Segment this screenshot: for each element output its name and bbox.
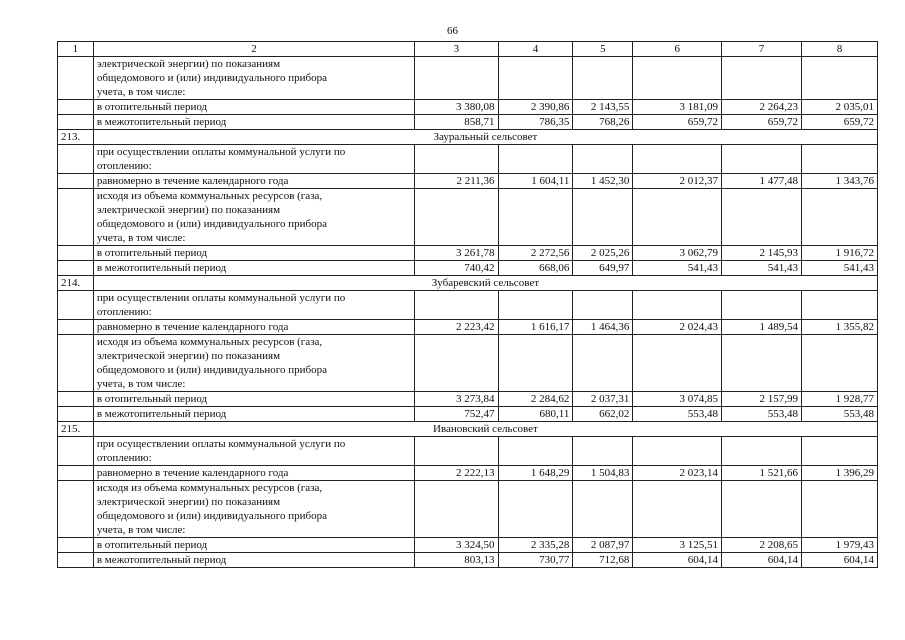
value-cell: 2 025,26 xyxy=(573,246,633,261)
section-number: 215. xyxy=(58,422,94,437)
description-row xyxy=(58,481,878,538)
value-cell xyxy=(802,57,878,100)
value-cell xyxy=(633,291,722,320)
value-cell: 2 272,56 xyxy=(498,246,573,261)
label-line: при осуществлении оплаты коммунальной услуги по xyxy=(96,146,346,158)
description-row xyxy=(58,189,878,246)
label-line: общедомового и (или) индивидуального прибора xyxy=(96,510,327,522)
row-label: в межотопительный период xyxy=(93,115,414,130)
value-cell: 3 324,50 xyxy=(415,538,498,553)
row-number-cell xyxy=(58,553,94,568)
page-number: 66 xyxy=(447,25,458,37)
label-line: электрической энергии) по показаниям xyxy=(96,58,281,70)
value-cell: 2 157,99 xyxy=(721,392,801,407)
row-label: равномерно в течение календарного года xyxy=(93,320,414,335)
table-row xyxy=(58,100,878,115)
value-cell: 541,43 xyxy=(721,261,801,276)
section-row xyxy=(58,130,878,145)
row-label: в отопительный период xyxy=(93,100,414,115)
value-cell xyxy=(415,437,498,466)
value-cell xyxy=(415,189,498,246)
value-cell xyxy=(633,57,722,100)
value-cell xyxy=(415,291,498,320)
value-cell: 2 284,62 xyxy=(498,392,573,407)
column-header: 4 xyxy=(498,42,573,57)
value-cell xyxy=(573,437,633,466)
label-line: электрической энергии) по показаниям xyxy=(96,496,281,508)
section-title: Зауральный сельсовет xyxy=(93,130,877,145)
row-label xyxy=(93,481,414,538)
column-header: 1 xyxy=(58,42,94,57)
value-cell: 2 012,37 xyxy=(633,174,722,189)
tariff-table xyxy=(57,41,878,568)
column-header: 8 xyxy=(802,42,878,57)
label-line: при осуществлении оплаты коммунальной услуги по xyxy=(96,438,346,450)
value-cell xyxy=(802,335,878,392)
row-number-cell xyxy=(58,335,94,392)
value-cell: 604,14 xyxy=(721,553,801,568)
value-cell: 604,14 xyxy=(802,553,878,568)
label-line: общедомового и (или) индивидуального прибора xyxy=(96,364,327,376)
value-cell xyxy=(633,481,722,538)
value-cell: 3 181,09 xyxy=(633,100,722,115)
row-label: в отопительный период xyxy=(93,392,414,407)
label-line: отоплению: xyxy=(96,452,152,464)
value-cell: 668,06 xyxy=(498,261,573,276)
section-number: 213. xyxy=(58,130,94,145)
section-title: Зубаревский сельсовет xyxy=(93,276,877,291)
value-cell: 662,02 xyxy=(573,407,633,422)
value-cell: 3 062,79 xyxy=(633,246,722,261)
value-cell: 712,68 xyxy=(573,553,633,568)
value-cell: 1 396,29 xyxy=(802,466,878,481)
value-cell: 2 035,01 xyxy=(802,100,878,115)
label-line: исходя из объема коммунальных ресурсов (газа, xyxy=(96,190,323,202)
column-header: 6 xyxy=(633,42,722,57)
value-cell: 659,72 xyxy=(633,115,722,130)
value-cell: 680,11 xyxy=(498,407,573,422)
row-label xyxy=(93,145,414,174)
value-cell xyxy=(633,437,722,466)
value-cell: 3 074,85 xyxy=(633,392,722,407)
row-number-cell xyxy=(58,291,94,320)
value-cell: 1 477,48 xyxy=(721,174,801,189)
row-number-cell xyxy=(58,174,94,189)
value-cell: 2 023,14 xyxy=(633,466,722,481)
value-cell: 752,47 xyxy=(415,407,498,422)
label-line: учета, в том числе: xyxy=(96,524,186,536)
value-cell: 2 264,23 xyxy=(721,100,801,115)
value-cell: 553,48 xyxy=(802,407,878,422)
value-cell: 1 464,36 xyxy=(573,320,633,335)
value-cell xyxy=(415,335,498,392)
column-header: 5 xyxy=(573,42,633,57)
row-number-cell xyxy=(58,100,94,115)
value-cell xyxy=(573,291,633,320)
label-line: отоплению: xyxy=(96,306,152,318)
value-cell: 786,35 xyxy=(498,115,573,130)
value-cell: 3 125,51 xyxy=(633,538,722,553)
value-cell: 659,72 xyxy=(721,115,801,130)
value-cell: 1 616,17 xyxy=(498,320,573,335)
row-number-cell xyxy=(58,261,94,276)
value-cell xyxy=(802,481,878,538)
value-cell xyxy=(415,481,498,538)
value-cell xyxy=(802,437,878,466)
table-row xyxy=(58,538,878,553)
row-number-cell xyxy=(58,466,94,481)
value-cell xyxy=(498,189,573,246)
column-header: 3 xyxy=(415,42,498,57)
value-cell xyxy=(498,291,573,320)
value-cell xyxy=(721,145,801,174)
value-cell: 1 604,11 xyxy=(498,174,573,189)
row-number-cell xyxy=(58,538,94,553)
value-cell xyxy=(633,335,722,392)
value-cell: 2 087,97 xyxy=(573,538,633,553)
row-label: равномерно в течение календарного года xyxy=(93,466,414,481)
value-cell: 541,43 xyxy=(633,261,722,276)
value-cell xyxy=(802,145,878,174)
value-cell xyxy=(721,481,801,538)
value-cell: 604,14 xyxy=(633,553,722,568)
value-cell xyxy=(573,57,633,100)
value-cell: 2 208,65 xyxy=(721,538,801,553)
value-cell: 858,71 xyxy=(415,115,498,130)
value-cell: 2 211,36 xyxy=(415,174,498,189)
row-number-cell xyxy=(58,145,94,174)
table-body xyxy=(58,42,878,568)
value-cell xyxy=(573,189,633,246)
value-cell: 1 916,72 xyxy=(802,246,878,261)
row-label xyxy=(93,291,414,320)
value-cell: 3 380,08 xyxy=(415,100,498,115)
value-cell: 1 979,43 xyxy=(802,538,878,553)
value-cell: 768,26 xyxy=(573,115,633,130)
value-cell xyxy=(633,145,722,174)
column-header: 2 xyxy=(93,42,414,57)
value-cell xyxy=(721,437,801,466)
table-row xyxy=(58,115,878,130)
value-cell: 1 928,77 xyxy=(802,392,878,407)
table-row xyxy=(58,174,878,189)
value-cell xyxy=(573,145,633,174)
value-cell: 1 343,76 xyxy=(802,174,878,189)
value-cell: 3 273,84 xyxy=(415,392,498,407)
row-label: в межотопительный период xyxy=(93,261,414,276)
table-row xyxy=(58,392,878,407)
value-cell: 3 261,78 xyxy=(415,246,498,261)
table-row xyxy=(58,320,878,335)
section-title: Ивановский сельсовет xyxy=(93,422,877,437)
label-line: отоплению: xyxy=(96,160,152,172)
value-cell xyxy=(573,481,633,538)
value-cell xyxy=(802,189,878,246)
row-number-cell xyxy=(58,481,94,538)
value-cell: 553,48 xyxy=(633,407,722,422)
section-row xyxy=(58,422,878,437)
label-line: общедомового и (или) индивидуального прибора xyxy=(96,72,327,84)
label-line: при осуществлении оплаты коммунальной услуги по xyxy=(96,292,346,304)
value-cell: 1 521,66 xyxy=(721,466,801,481)
label-line: учета, в том числе: xyxy=(96,86,186,98)
value-cell xyxy=(415,145,498,174)
section-number: 214. xyxy=(58,276,94,291)
label-line: исходя из объема коммунальных ресурсов (газа, xyxy=(96,336,323,348)
value-cell xyxy=(633,189,722,246)
value-cell: 649,97 xyxy=(573,261,633,276)
value-cell: 803,13 xyxy=(415,553,498,568)
table-row xyxy=(58,246,878,261)
value-cell: 1 355,82 xyxy=(802,320,878,335)
row-number-cell xyxy=(58,189,94,246)
value-cell: 553,48 xyxy=(721,407,801,422)
row-number-cell xyxy=(58,115,94,130)
row-label: в отопительный период xyxy=(93,538,414,553)
value-cell xyxy=(498,145,573,174)
column-header-row xyxy=(58,42,878,57)
value-cell: 541,43 xyxy=(802,261,878,276)
value-cell: 2 222,13 xyxy=(415,466,498,481)
row-label: в межотопительный период xyxy=(93,407,414,422)
table-row xyxy=(58,466,878,481)
value-cell: 2 143,55 xyxy=(573,100,633,115)
label-line: общедомового и (или) индивидуального прибора xyxy=(96,218,327,230)
value-cell xyxy=(721,57,801,100)
row-number-cell xyxy=(58,320,94,335)
description-row xyxy=(58,437,878,466)
value-cell: 2 390,86 xyxy=(498,100,573,115)
section-row xyxy=(58,276,878,291)
value-cell: 1 504,83 xyxy=(573,466,633,481)
row-label: в межотопительный период xyxy=(93,553,414,568)
value-cell: 740,42 xyxy=(415,261,498,276)
value-cell xyxy=(498,57,573,100)
value-cell: 730,77 xyxy=(498,553,573,568)
value-cell xyxy=(415,57,498,100)
value-cell: 2 223,42 xyxy=(415,320,498,335)
table-row xyxy=(58,261,878,276)
table-row xyxy=(58,407,878,422)
row-number-cell xyxy=(58,407,94,422)
value-cell: 2 024,43 xyxy=(633,320,722,335)
value-cell: 2 145,93 xyxy=(721,246,801,261)
value-cell xyxy=(498,481,573,538)
row-label: в отопительный период xyxy=(93,246,414,261)
value-cell: 1 452,30 xyxy=(573,174,633,189)
value-cell: 1 648,29 xyxy=(498,466,573,481)
description-row xyxy=(58,57,878,100)
table-row xyxy=(58,553,878,568)
row-label xyxy=(93,335,414,392)
row-label xyxy=(93,437,414,466)
label-line: учета, в том числе: xyxy=(96,232,186,244)
value-cell xyxy=(802,291,878,320)
row-number-cell xyxy=(58,246,94,261)
value-cell: 2 037,31 xyxy=(573,392,633,407)
value-cell: 1 489,54 xyxy=(721,320,801,335)
value-cell xyxy=(498,335,573,392)
label-line: исходя из объема коммунальных ресурсов (газа, xyxy=(96,482,323,494)
row-number-cell xyxy=(58,392,94,407)
label-line: электрической энергии) по показаниям xyxy=(96,204,281,216)
description-row xyxy=(58,145,878,174)
row-label xyxy=(93,189,414,246)
value-cell: 659,72 xyxy=(802,115,878,130)
label-line: учета, в том числе: xyxy=(96,378,186,390)
row-number-cell xyxy=(58,57,94,100)
row-label xyxy=(93,57,414,100)
value-cell xyxy=(721,335,801,392)
row-number-cell xyxy=(58,437,94,466)
description-row xyxy=(58,291,878,320)
column-header: 7 xyxy=(721,42,801,57)
row-label: равномерно в течение календарного года xyxy=(93,174,414,189)
value-cell: 2 335,28 xyxy=(498,538,573,553)
description-row xyxy=(58,335,878,392)
value-cell xyxy=(721,291,801,320)
value-cell xyxy=(721,189,801,246)
label-line: электрической энергии) по показаниям xyxy=(96,350,281,362)
value-cell xyxy=(498,437,573,466)
value-cell xyxy=(573,335,633,392)
